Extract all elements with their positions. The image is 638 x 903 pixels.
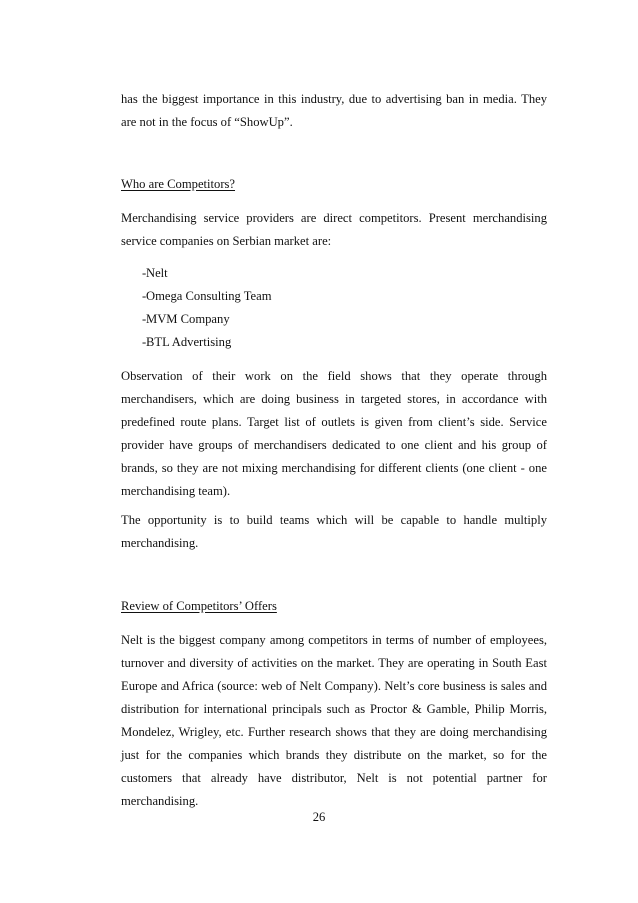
list-item-text: Omega Consulting Team	[146, 289, 272, 303]
list-item	[121, 285, 547, 308]
list-item	[121, 308, 547, 331]
list-item	[121, 262, 547, 285]
list-item-text: BTL Advertising	[146, 335, 232, 349]
intro-paragraph: has the biggest importance in this industry, due to advertising ban in media. They are not in the focus of “ShowUp”.	[121, 92, 547, 129]
opportunity-paragraph: The opportunity is to build teams which will be capable to handle multiply merchandising.	[121, 513, 547, 550]
heading-who-are-competitors: Who are Competitors?	[121, 177, 236, 191]
list-item-text: Nelt	[146, 266, 168, 280]
competitors-intro-paragraph: Merchandising service providers are direct competitors. Present merchandising service companies on Serbian market are:	[121, 211, 547, 248]
list-bullet: -	[142, 289, 147, 303]
page-number: 26	[312, 810, 326, 824]
list-bullet: -	[142, 335, 147, 349]
list-item	[121, 331, 547, 354]
list-bullet: -	[142, 312, 147, 326]
competitor-list	[121, 262, 547, 354]
list-bullet: -	[142, 266, 147, 280]
heading-review-of-competitors-offers: Review of Competitors’ Offers	[121, 599, 277, 613]
nelt-paragraph: Nelt is the biggest company among competitors in terms of number of employees, turnover and diversity of activities on the market. They are operating in South East Europe and Africa (source: web of Nelt Company). Nelt’s core business is sales and distribution for international principals such as Proctor & Gamble, Philip Morris, Mondelez, Wrigley, etc. Further research shows that they are doing merchandising just for the companies which brands they distribute on the market, so for the customers that already have distributor, Nelt is not potential partner for merchandising.	[121, 633, 547, 808]
observation-paragraph: Observation of their work on the field shows that they operate through merchandisers, which are doing business in targeted stores, in accordance with predefined route plans. Target list of outlets is given from client’s side. Service provider have groups of merchandisers dedicated to one client and his group of brands, so they are not mixing merchandising for different clients (one client - one merchandising team).	[121, 369, 547, 498]
list-item-text: MVM Company	[146, 312, 230, 326]
